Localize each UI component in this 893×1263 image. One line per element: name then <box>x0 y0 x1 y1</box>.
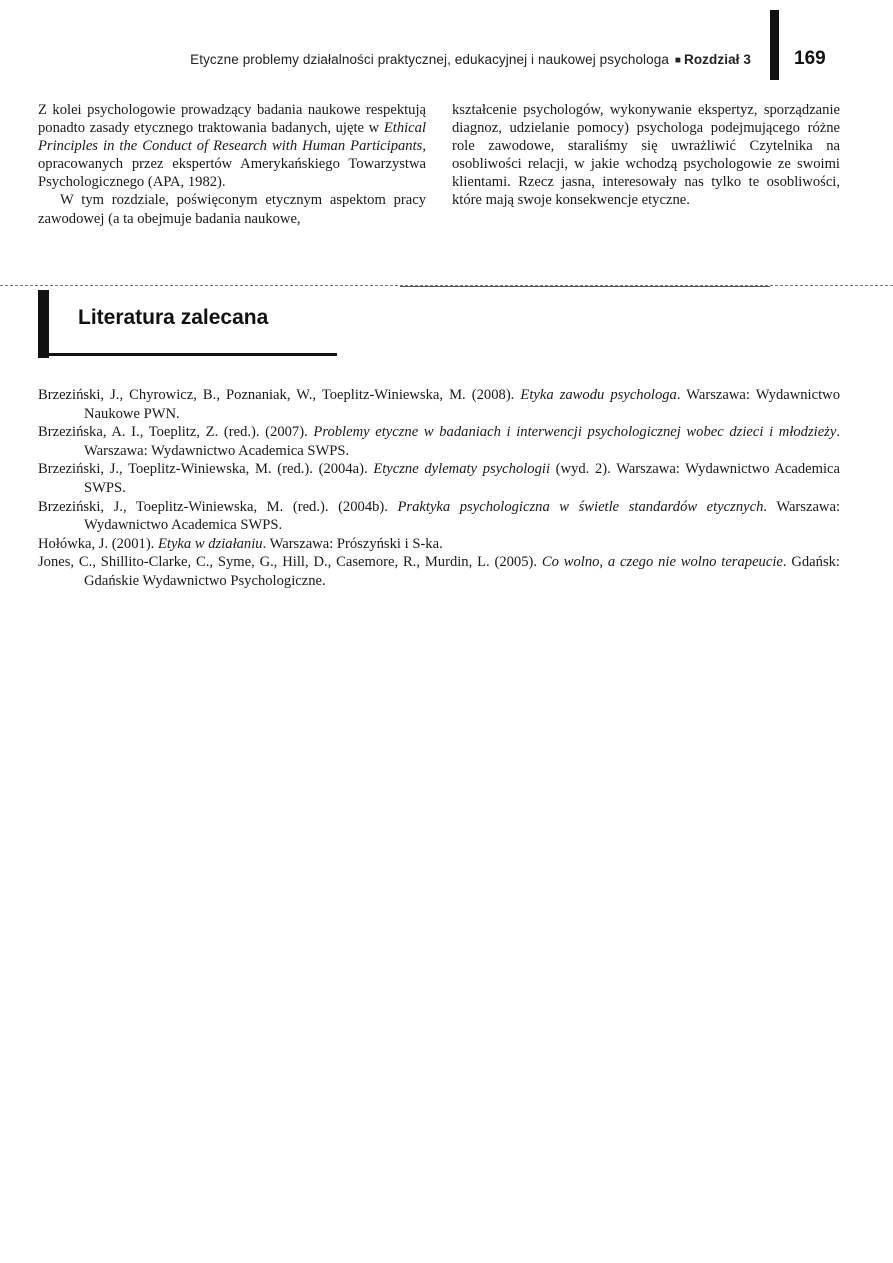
body-columns <box>38 101 840 228</box>
reference-item <box>38 423 840 460</box>
section-separator-line <box>400 286 770 287</box>
reference-title: Praktyka psychologiczna w świetle standardów etycznych <box>397 498 764 515</box>
reference-title: Etyka zawodu psychologa <box>520 387 677 403</box>
paragraph <box>38 101 426 191</box>
cited-title: Ethical Principles in the Conduct of Research with Human Participants <box>38 120 426 155</box>
chapter-label: Rozdział 3 <box>683 52 751 67</box>
page-number: 169 <box>794 48 826 69</box>
section-bar <box>38 290 49 358</box>
text-run: , opracowanych przez ekspertów Amerykańskiego Towarzystwa Psychologicznego (APA, 1982). <box>38 138 426 191</box>
page-header <box>0 50 893 80</box>
reference-publisher: . Warszawa: Wydawnictwo Naukowe PWN. <box>84 387 840 422</box>
reference-item <box>38 553 840 590</box>
section-rule <box>49 353 337 356</box>
reference-authors: Brzeziński, J., Chyrowicz, B., Poznaniak, W., Toeplitz-Winiewska, M. (2008). <box>38 387 521 403</box>
reference-item <box>38 460 840 497</box>
paragraph: kształcenie psychologów, wykonywanie ekspertyz, sporządzanie diagnoz, udzielanie pomocy) psychologa podejmującego różne role zawodowe, staraliśmy się uwrażliwić Czytelnika na osobliwości relacji, w jakie wchodzą psychologowie ze swoimi klientami. Rzecz jasna, interesowały nas tylko te osobliwości, które mają swoje konsekwencje etyczne. <box>452 102 840 209</box>
reference-publisher: . Warszawa: Wydawnictwo Academica SWPS. <box>84 498 840 534</box>
reference-publisher: . Gdańsk: Gdańskie Wydawnictwo Psychologiczne. <box>84 554 840 589</box>
section-heading <box>38 290 338 356</box>
reference-item <box>38 498 840 535</box>
reference-title: Etyka w działaniu <box>157 535 263 552</box>
paragraph: W tym rozdziale, poświęconym etycznym aspektom pracy zawodowej (a ta obejmuje badania naukowe, <box>38 192 426 227</box>
text-run: Z kolei psychologowie prowadzący badania naukowe respektują ponadto zasady etycznego traktowania badanych, ujęte w <box>38 102 426 137</box>
reference-authors: Jones, C., Shillito-Clarke, C., Syme, G., Hill, D., Casemore, R., Murdin, L. (2005). <box>38 554 542 571</box>
running-title-text: Etyczne problemy działalności praktycznej, edukacyjnej i naukowej psychologa <box>190 52 669 67</box>
reference-title: Co wolno, a czego nie wolno terapeucie <box>541 554 783 571</box>
reference-item <box>38 386 840 423</box>
section-title: Literatura zalecana <box>78 306 269 329</box>
reference-item <box>38 535 840 554</box>
reference-authors: Brzezińska, A. I., Toeplitz, Z. (red.). (2007). <box>38 424 314 441</box>
column-right <box>452 101 840 228</box>
reference-title: Problemy etyczne w badaniach i interwencji psychologicznej wobec dzieci i młodzieży <box>313 424 837 441</box>
reference-authors: Brzeziński, J., Toeplitz-Winiewska, M. (red.). (2004a). <box>38 461 374 478</box>
running-title <box>190 52 751 67</box>
reference-publisher: (wyd. 2). Warszawa: Wydawnictwo Academica SWPS. <box>84 461 840 496</box>
reference-title: Etyczne dylematy psychologii <box>373 461 550 478</box>
header-bar <box>770 10 779 80</box>
reference-authors: Hołówka, J. (2001). <box>38 535 158 552</box>
column-left <box>38 101 426 228</box>
reference-list <box>38 386 840 591</box>
reference-publisher: . Warszawa: Wydawnictwo Academica SWPS. <box>84 424 840 459</box>
square-bullet-icon: ■ <box>674 55 681 66</box>
reference-authors: Brzeziński, J., Toeplitz-Winiewska, M. (red.). (2004b). <box>38 498 398 515</box>
reference-publisher: . Warszawa: Prószyński i S-ka. <box>262 535 443 552</box>
